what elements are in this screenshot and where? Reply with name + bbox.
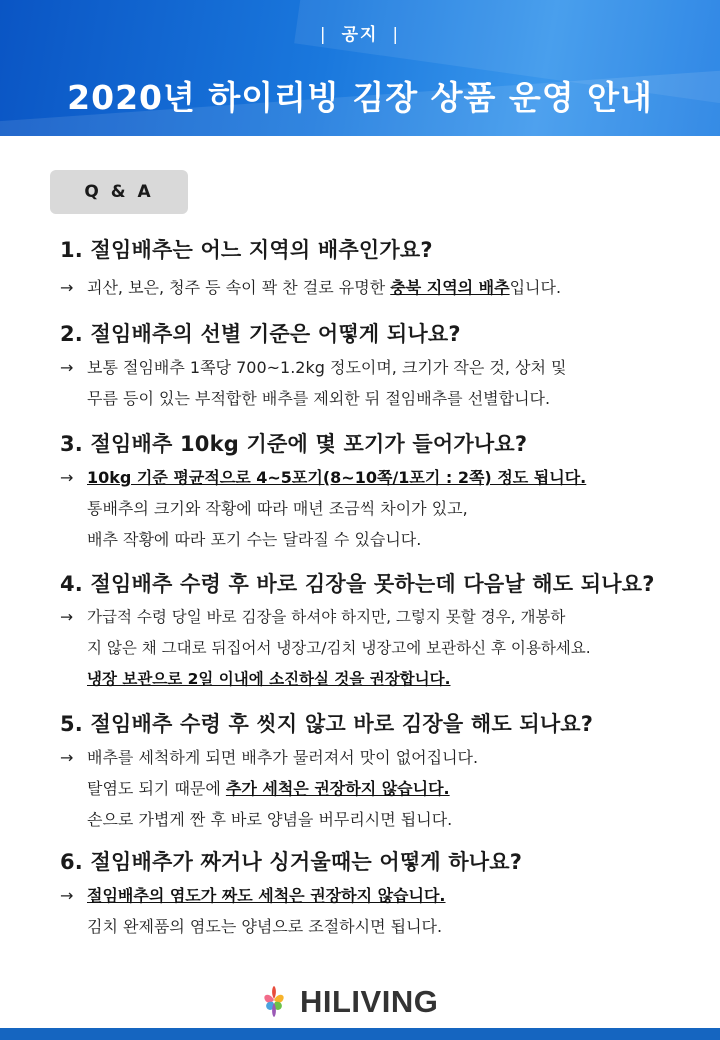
faq-answer xyxy=(60,602,700,695)
answer-text: 무름 등이 있는 부적합한 배추를 제외한 뒤 절임배추를 선별합니다. xyxy=(87,389,551,408)
answer-text: 손으로 가볍게 짠 후 바로 양념을 버무리시면 됩니다. xyxy=(87,810,453,829)
arrow-icon: → xyxy=(60,278,74,297)
arrow-icon: → xyxy=(60,748,74,767)
arrow-icon: → xyxy=(60,886,74,905)
faq-answer xyxy=(60,462,700,555)
answer-text: 탈염도 되기 때문에 xyxy=(87,779,226,798)
answer-text: 배추를 세척하게 되면 배추가 물러져서 맛이 없어집니다. xyxy=(87,748,479,767)
faq-item-1 xyxy=(60,234,700,303)
faq-answer xyxy=(60,742,700,835)
arrow-icon: → xyxy=(60,468,74,487)
faq-answer xyxy=(60,272,700,303)
answer-text: 입니다. xyxy=(509,278,562,297)
notice-divider: | xyxy=(319,25,328,45)
faq-item-6 xyxy=(60,846,700,942)
heart-cluster-logo-icon xyxy=(256,984,292,1020)
answer-text: 김치 완제품의 염도는 양념으로 조절하시면 됩니다. xyxy=(87,917,443,936)
notice-text: 공지 xyxy=(341,25,379,45)
answer-emphasis: 추가 세척은 권장하지 않습니다. xyxy=(225,779,450,798)
answer-text: 괴산, 보은, 청주 등 속이 꽉 찬 걸로 유명한 xyxy=(87,278,391,297)
answer-text: 통배추의 크기와 작황에 따라 매년 조금씩 차이가 있고, xyxy=(87,499,468,518)
notice-divider: | xyxy=(392,25,401,45)
notice-label xyxy=(0,20,720,45)
arrow-icon: → xyxy=(60,608,73,626)
faq-item-2 xyxy=(60,318,700,414)
faq-question: 5. 절임배추 수령 후 씻지 않고 바로 김장을 해도 되나요? xyxy=(60,712,594,736)
qa-badge: Q & A xyxy=(50,170,188,214)
answer-emphasis: 10kg 기준 평균적으로 4~5포기(8~10쪽/1포기 : 2쪽) 정도 됩니다. xyxy=(87,468,587,487)
footer-bar xyxy=(0,1028,720,1040)
answer-text: 보통 절임배추 1쪽당 700~1.2kg 정도이며, 크기가 작은 것, 상처 및 xyxy=(87,358,567,377)
answer-text: 지 않은 채 그대로 뒤집어서 냉장고/김치 냉장고에 보관하신 후 이용하세요. xyxy=(87,639,591,657)
answer-text: 배추 작황에 따라 포기 수는 달라질 수 있습니다. xyxy=(87,530,422,549)
faq-question: 6. 절임배추가 짜거나 싱거울때는 어떻게 하나요? xyxy=(60,850,523,874)
faq-question: 4. 절임배추 수령 후 바로 김장을 못하는데 다음날 해도 되나요? xyxy=(60,572,655,596)
arrow-icon: → xyxy=(60,358,74,377)
brand-name: HILIVING xyxy=(300,984,439,1019)
header-banner xyxy=(0,0,720,136)
faq-answer xyxy=(60,880,700,942)
faq-item-5 xyxy=(60,708,700,835)
faq-question: 3. 절임배추 10kg 기준에 몇 포기가 들어가나요? xyxy=(60,432,528,456)
page-title: 2020년 하이리빙 김장 상품 운영 안내 xyxy=(67,78,653,117)
faq-answer xyxy=(60,352,700,414)
answer-text: 가급적 수령 당일 바로 김장을 하셔야 하지만, 그렇지 못할 경우, 개봉하 xyxy=(87,608,566,626)
answer-emphasis: 충북 지역의 배추 xyxy=(390,278,510,297)
faq-item-3 xyxy=(60,428,700,555)
answer-emphasis: 냉장 보관으로 2일 이내에 소진하실 것을 권장합니다. xyxy=(87,670,451,688)
answer-emphasis: 절임배추의 염도가 짜도 세척은 권장하지 않습니다. xyxy=(87,886,446,905)
faq-item-4 xyxy=(60,568,700,695)
hiliving-logo xyxy=(256,984,438,1020)
faq-question: 2. 절임배추의 선별 기준은 어떻게 되나요? xyxy=(60,322,461,346)
faq-question: 1. 절임배추는 어느 지역의 배추인가요? xyxy=(60,238,433,262)
